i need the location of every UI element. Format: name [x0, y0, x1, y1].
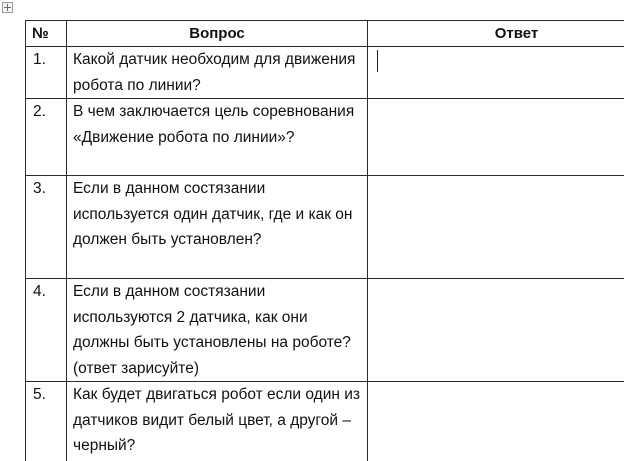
- question-cell: Если в данном состязании используются 2 датчика, как они должны быть установлены на роботе? (ответ зарисуйте): [67, 279, 368, 382]
- header-number: №: [26, 21, 67, 47]
- header-answer: Ответ: [368, 21, 624, 47]
- table-header-row: [26, 21, 624, 47]
- question-cell: Если в данном состязании используется один датчик, где и как он должен быть установлен?: [67, 176, 368, 279]
- row-number: 1.: [26, 47, 67, 99]
- question-cell: В чем заключается цель соревнования «Движение робота по линии»?: [67, 99, 368, 176]
- answer-cell[interactable]: [368, 382, 624, 461]
- cropped-text-line: [24, 0, 354, 5]
- answer-cell[interactable]: [368, 47, 624, 99]
- question-cell: Какой датчик необходим для движения робота по линии?: [67, 47, 368, 99]
- answer-cell[interactable]: [368, 99, 624, 176]
- answer-cell[interactable]: [368, 176, 624, 279]
- table-row: [26, 176, 624, 279]
- row-number: 4.: [26, 279, 67, 382]
- table-row: [26, 47, 624, 99]
- table-row: [26, 279, 624, 382]
- header-question: Вопрос: [67, 21, 368, 47]
- table-row: [26, 382, 624, 461]
- row-number: 5.: [26, 382, 67, 461]
- table-move-handle-icon[interactable]: [2, 2, 13, 13]
- text-cursor-icon: [377, 50, 378, 72]
- question-cell: Как будет двигаться робот если один из датчиков видит белый цвет, а другой – черный?: [67, 382, 368, 461]
- table-row: [26, 99, 624, 176]
- answer-cell[interactable]: [368, 279, 624, 382]
- row-number: 3.: [26, 176, 67, 279]
- row-number: 2.: [26, 99, 67, 176]
- questions-table: [25, 20, 624, 461]
